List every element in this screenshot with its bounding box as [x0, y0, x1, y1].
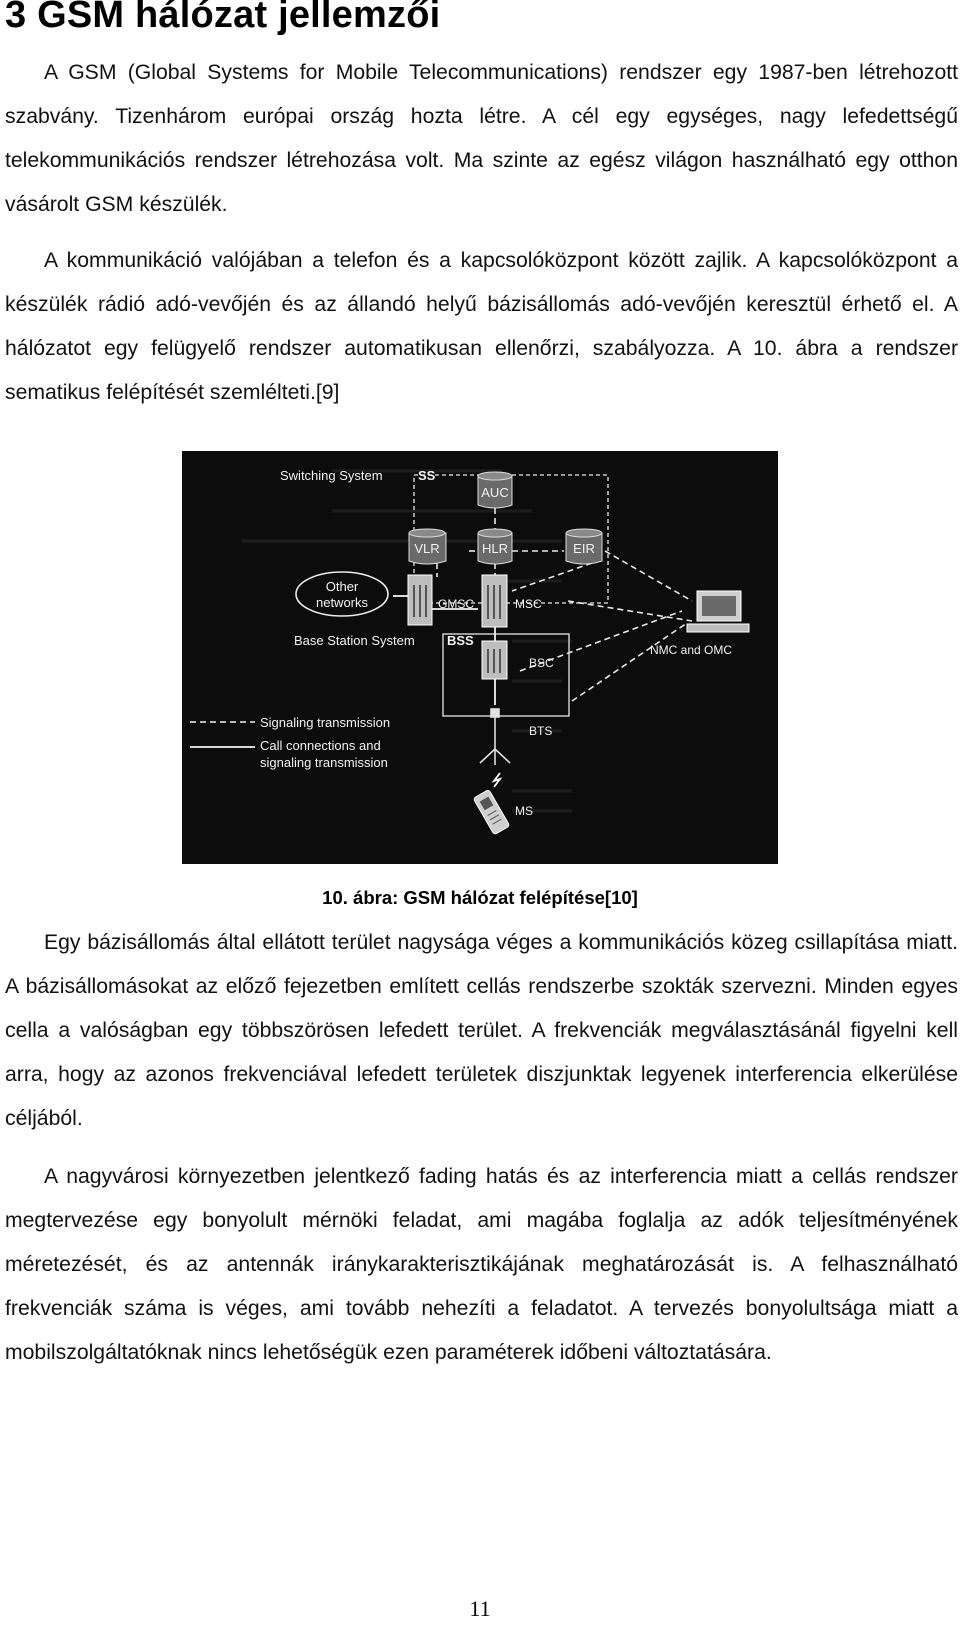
gsm-network-diagram — [182, 451, 778, 864]
bts-tower-icon — [480, 709, 510, 765]
auc-label: AUC — [481, 485, 509, 500]
legend-call-label-line1: Call connections and — [260, 738, 381, 753]
mobile-station-icon — [473, 789, 510, 834]
eir-label: EIR — [573, 541, 595, 556]
nmc-omc-label: NMC and OMC — [650, 643, 733, 657]
legend-call-label-line2: signaling transmission — [260, 755, 388, 770]
vlr-label: VLR — [414, 541, 440, 556]
other-networks-label-line2: networks — [315, 595, 369, 610]
radio-link-icon — [494, 773, 500, 787]
other-networks-label-line1: Other — [325, 579, 359, 594]
hlr-label: HLR — [481, 541, 509, 556]
gmsc-switch-icon — [408, 575, 432, 625]
legend-signaling-label: Signaling transmission — [260, 715, 391, 730]
switching-system-label: Switching System — [280, 468, 383, 483]
gmsc-label: GMSC — [438, 597, 474, 611]
paragraph-intro: A GSM (Global Systems for Mobile Telecommunications) rendszer egy 1987-ben létrehozott szabvány. Tizenhárom európai ország hozta létre. A cél egy egységes, nagy lefedettségű telekommunikációs rendszer létrehozása volt. Ma szinte az egész világon használható egy otthon vásárolt GSM készülék. — [5, 61, 958, 216]
msc-label: MSC — [515, 597, 542, 611]
base-station-system-label: Base Station System — [294, 633, 415, 648]
paragraph-communication: A kommunikáció valójában a telefon és a kapcsolóközpont között zajlik. A kapcsolóközpont a készülék rádió adó-vevőjén és az állandó helyű bázisállomás adó-vevőjén keresztül érhető el. A hálózatot egy felügyelő rendszer automatikusan ellenőrzi, szabályozza. A 10. ábra a rendszer sematikus felépítését szemlélteti.[9] — [5, 249, 958, 404]
paragraph-coverage: Egy bázisállomás által ellátott terület nagysága véges a kommunikációs közeg csillapítása miatt. A bázisállomásokat az előző fejezetben említett cellás rendszerbe szokták szervezni. Minden egyes cella a valóságban egy többszörösen lefedett terület. A frekvenciák megválasztásánál figyelni kell arra, hogy az azonos frekvenciával lefedett területek diszjunktak legyenek interferencia elkerülése céljából. — [5, 931, 958, 1130]
bsc-controller-icon — [482, 641, 507, 679]
ms-label: MS — [515, 804, 533, 818]
msc-switch-icon — [482, 575, 507, 627]
figure-caption: 10. ábra: GSM hálózat felépítése[10] — [322, 887, 638, 908]
nmc-omc-computer-icon — [687, 591, 749, 632]
paragraph-planning: A nagyvárosi környezetben jelentkező fading hatás és az interferencia miatt a cellás rendszer megtervezése egy bonyolult mérnöki feladat, ami magába foglalja az adók teljesítményének méretezését, és az antennák iránykarakterisztikájának meghatározását is. A felhasználható frekvenciák száma is véges, ami tovább nehezíti a feladatot. A tervezés bonyolultsága miatt a mobilszolgáltatóknak nincs lehetőségük ezen paraméterek időbeni változtatására. — [5, 1165, 958, 1364]
bts-label: BTS — [529, 724, 553, 738]
page-number: 11 — [469, 1596, 491, 1621]
section-heading: 3 GSM hálózat jellemzői — [5, 0, 441, 36]
bsc-label: BSC — [529, 656, 554, 670]
bss-label: BSS — [447, 633, 474, 648]
ss-label: SS — [418, 468, 436, 483]
